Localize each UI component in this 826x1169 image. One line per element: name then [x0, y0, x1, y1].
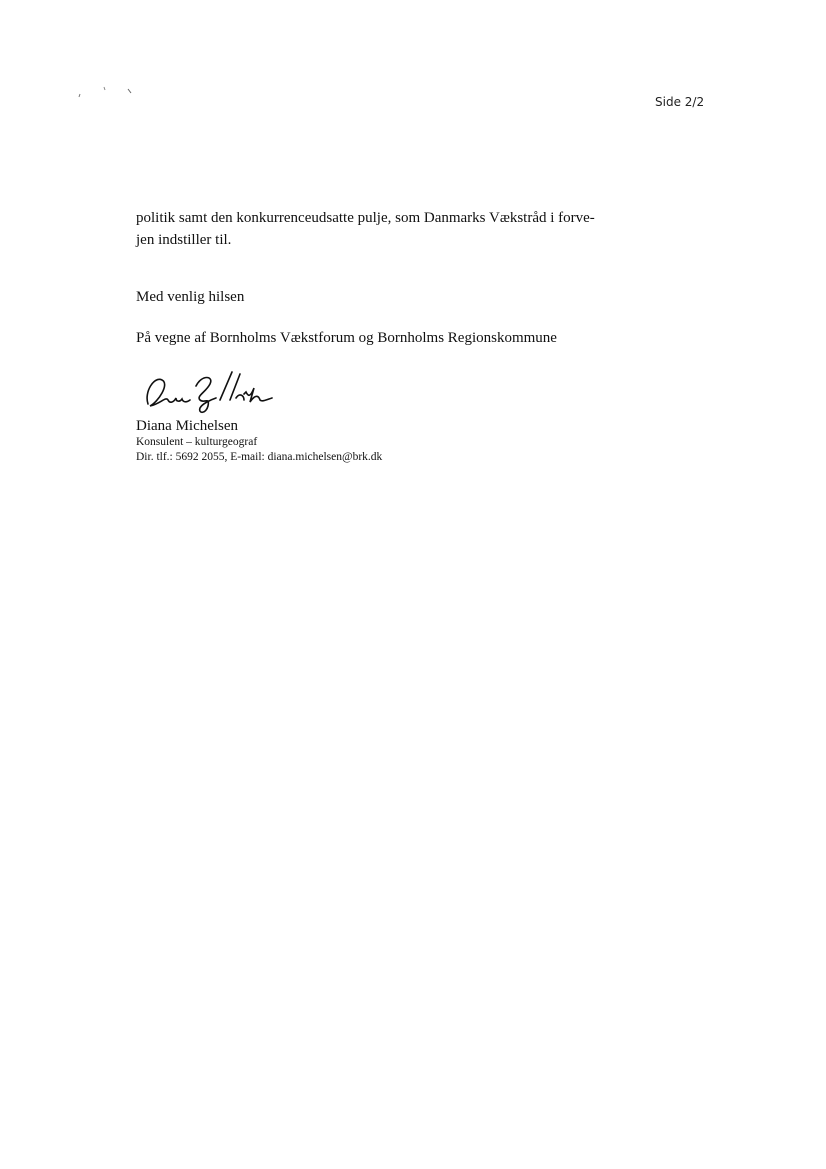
scan-specks — [74, 82, 144, 100]
handwritten-signature — [140, 366, 280, 416]
signer-contact: Dir. tlf.: 5692 2055, E-mail: diana.michelsen@brk.dk — [136, 451, 383, 463]
page-number: Side 2/2 — [655, 95, 705, 109]
signer-name: Diana Michelsen — [136, 418, 239, 434]
body-line: jen indstiller til. — [136, 232, 232, 248]
letter-body — [136, 207, 636, 251]
on-behalf-line: På vegne af Bornholms Vækstforum og Bornholms Regionskommune — [136, 330, 557, 346]
body-line: politik samt den konkurrenceudsatte pulje, som Danmarks Vækstråd i forve- — [136, 210, 595, 226]
signer-title: Konsulent – kulturgeograf — [136, 436, 258, 448]
closing-greeting: Med venlig hilsen — [136, 289, 245, 305]
